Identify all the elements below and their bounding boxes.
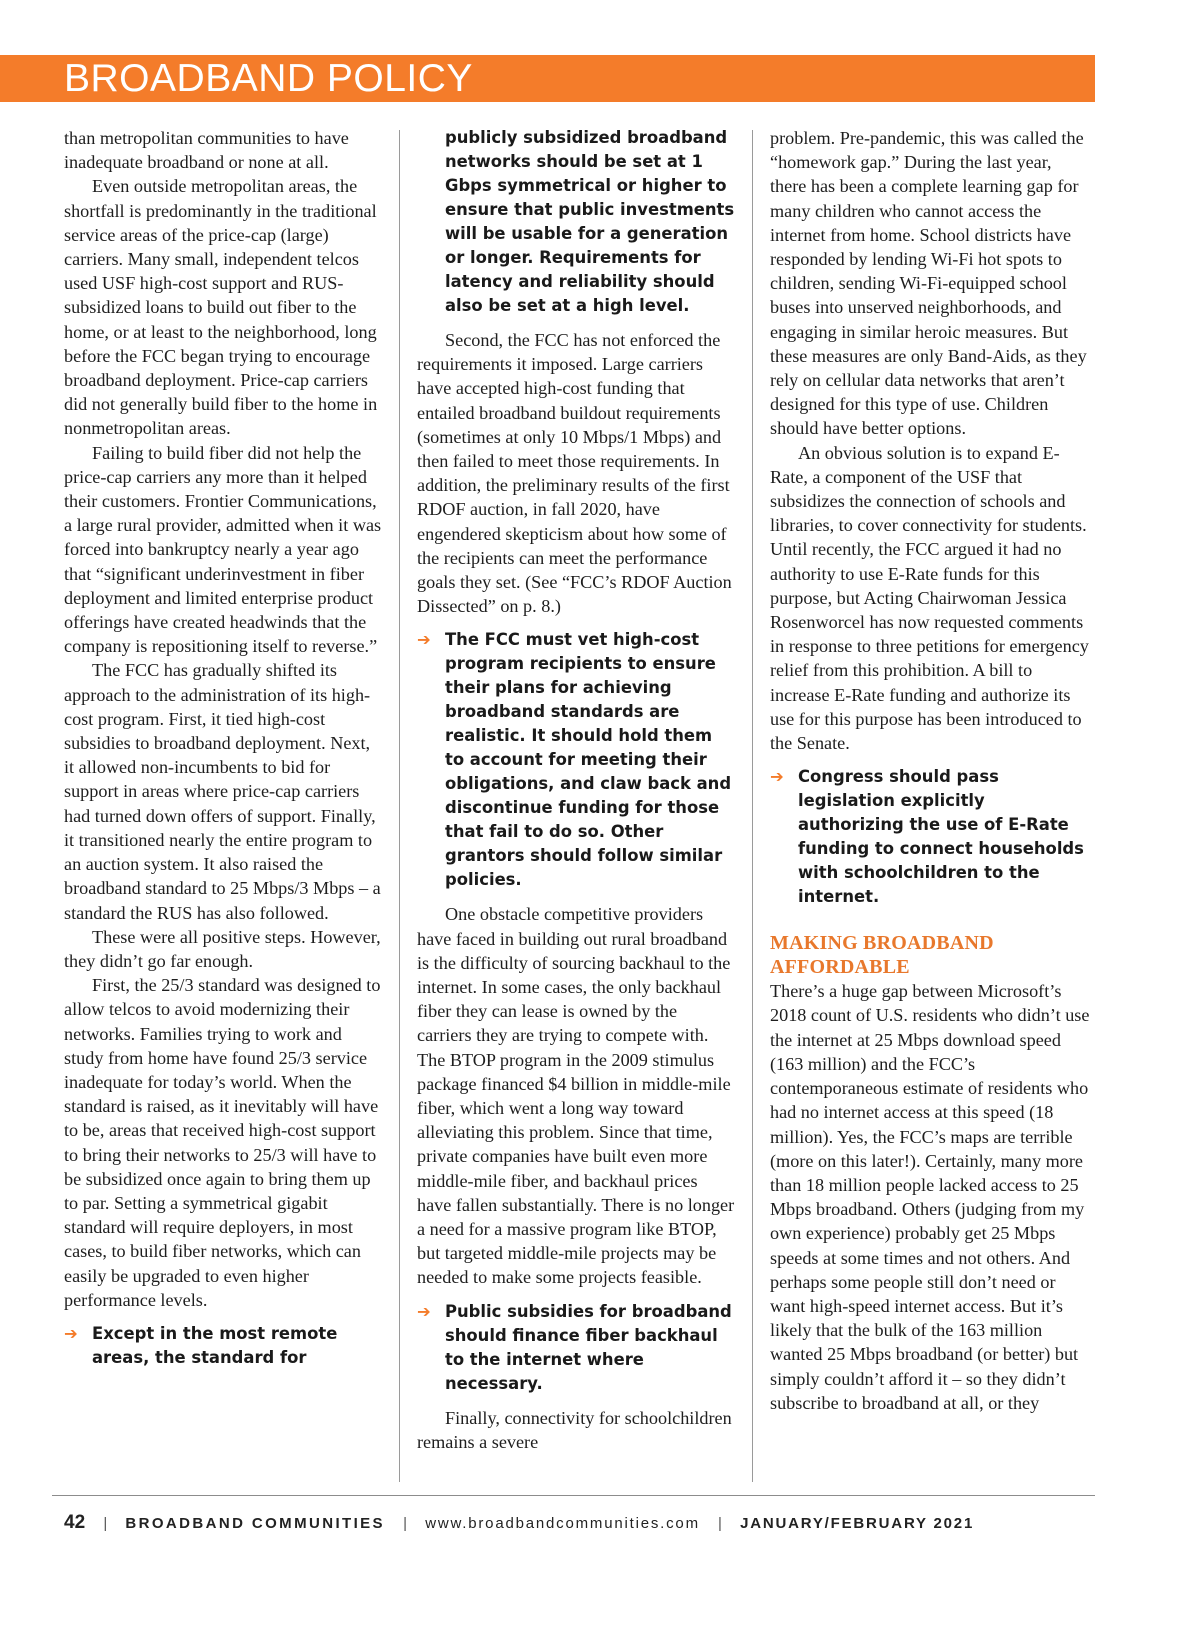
right-arrow-icon: ➔	[64, 1323, 78, 1343]
footer-separator: |	[103, 1515, 108, 1532]
recommendation	[770, 765, 1090, 909]
right-arrow-icon: ➔	[770, 767, 784, 787]
recommendation-continued	[417, 126, 735, 318]
paragraph: There’s a huge gap between Microsoft’s 2018 count of U.S. residents who didn’t use the internet at 25 Mbps download speed (163 million) and the FCC’s contemporaneous estimate of residents who had no internet access at this speed (18 million). Yes, the FCC’s maps are terrible (more on this later!). Certainly, many more than 18 million people lacked access to 25 Mbps broadband. Others (judging from my own experience) probably get 25 Mbps speeds at some times and not others. And perhaps some people still don’t need or want high-speed internet access. But it’s likely that the bulk of the 163 million wanted 25 Mbps broadband (or better) but simply couldn’t afford it – so they didn’t subscribe to broadband at all, or they	[770, 981, 1090, 1413]
paragraph: Second, the FCC has not enforced the requirements it imposed. Large carriers have accepted high-cost funding that entailed broadband buildout requirements (sometimes at only 10 Mbps/1 Mbps) and then failed to meet those requirements. In addition, the preliminary results of the first RDOF auction, in fall 2020, have engendered skepticism about how some of the recipients can meet the performance goals they set. (See “FCC’s RDOF Auction Dissected” on p. 8.)	[417, 330, 732, 617]
paragraph: An obvious solution is to expand E-Rate, a component of the USF that subsidizes the connection of schools and libraries, to cover connectivity for students. Until recently, the FCC argued it had no authority to use E-Rate funds for this purpose, but Acting Chairwoman Jessica Rosenworcel has now requested comments in response to three petitions for emergency relief from this prohibition. A bill to increase E-Rate funding and authorize its use for this purpose has been introduced to the Senate.	[770, 442, 1089, 754]
page-footer	[64, 1512, 974, 1534]
right-arrow-icon: ➔	[417, 630, 431, 650]
paragraph: Failing to build fiber did not help the price-cap carriers any more than it helped their customers. Frontier Communications, a large rural provider, admitted when it was forced into bankruptcy nearly a year ago that “significant underinvestment in fiber deployment and limited enterprise product offerings have created headwinds that the company is repositioning itself to reverse.”	[64, 442, 382, 657]
article-column-3	[770, 126, 1090, 1494]
paragraph: Even outside metropolitan areas, the shortfall is predominantly in the traditional service areas of the price-cap (large) carriers. Many small, independent telcos used USF high-cost support and RUS-subsidized loans to build out fiber to the home, or at least to the neighborhood, long before the FCC began trying to encourage broadband deployment. Price-cap carriers did not generally build fiber to the home in nonmetropolitan areas.	[64, 176, 378, 439]
article-column-1	[64, 126, 382, 1494]
paragraph: than metropolitan communities to have inadequate broadband or none at all.	[64, 128, 349, 173]
paragraph: problem. Pre-pandemic, this was called the “homework gap.” During the last year, there has been a complete learning gap for many children who cannot access the internet from home. School districts have responded by lending Wi-Fi hot spots to children, sending Wi-Fi-equipped school buses into unserved neighborhoods, and engaging in similar heroic measures. But these measures are only Band-Aids, as they rely on cellular data networks that aren’t designed for this type of use. Children should have better options.	[770, 128, 1087, 439]
magazine-url: www.broadbandcommunities.com	[425, 1515, 700, 1532]
recommendation-text: The FCC must vet high-cost program recipients to ensure their plans for achieving broadband standards are realistic. It should hold them to account for meeting their obligations, and claw back and discontinue funding for those that fail to do so. Other grantors should follow similar policies.	[445, 630, 732, 890]
footer-separator: |	[718, 1515, 722, 1532]
subheading: MAKING BROADBAND AFFORDABLE	[770, 932, 994, 979]
recommendation	[64, 1322, 382, 1370]
paragraph: The FCC has gradually shifted its approach to the administration of its high-cost program. First, it tied high-cost subsidies to broadband deployment. Next, it allowed non-incumbents to bid for support in areas where price-cap carriers had turned down offers of support. Finally, it transitioned nearly the entire program to an auction system. It also raised the broadband standard to 25 Mbps/3 Mbps – a standard the RUS has also followed.	[64, 660, 381, 923]
page-number: 42	[64, 1512, 86, 1533]
paragraph: These were all positive steps. However, they didn’t go far enough.	[64, 926, 381, 971]
footer-separator: |	[403, 1515, 408, 1532]
magazine-name: BROADBAND COMMUNITIES	[125, 1515, 385, 1532]
paragraph: Finally, connectivity for schoolchildren remains a severe	[417, 1407, 732, 1452]
section-title: BROADBAND POLICY	[64, 57, 473, 100]
recommendation-text: Public subsidies for broadband should finance fiber backhaul to the internet where necessary.	[445, 1301, 732, 1393]
footer-rule	[52, 1495, 1095, 1496]
recommendation-text: publicly subsidized broadband networks should be set at 1 Gbps symmetrical or higher to ensure that public investments will be usable for a generation or longer. Requirements for latency and reliability should also be set at a high level.	[445, 128, 735, 315]
recommendation	[417, 628, 735, 892]
column-divider-2	[752, 130, 753, 1482]
right-arrow-icon: ➔	[417, 1301, 431, 1321]
paragraph: First, the 25/3 standard was designed to allow telcos to avoid modernizing their networks. Families trying to work and study from home have found 25/3 service inadequate for today’s world. When the standard is raised, as it inevitably will have to be, areas that received high-cost support to bring their networks to 25/3 will have to be subsidized once again to bring them up to par. Setting a symmetrical gigabit standard will require deployers, in most cases, to build fiber networks, which can easily be upgraded to even higher performance levels.	[64, 975, 381, 1310]
recommendation-text: Except in the most remote areas, the standard for	[92, 1323, 338, 1367]
article-column-2	[417, 126, 735, 1494]
issue-date: JANUARY/FEBRUARY 2021	[740, 1515, 975, 1532]
column-divider-1	[399, 130, 400, 1482]
section-banner	[0, 55, 1095, 102]
paragraph: One obstacle competitive providers have faced in building out rural broadband is the difficulty of sourcing backhaul to the internet. In some cases, the only backhaul fiber they can lease is owned by the carriers they are trying to compete with. The BTOP program in the 2009 stimulus package financed $4 billion in middle-mile fiber, which went a long way toward alleviating this problem. Since that time, private companies have built even more middle-mile fiber, and backhaul prices have fallen substantially. There is no longer a need for a massive program like BTOP, but targeted middle-mile projects may be needed to make some projects feasible.	[417, 904, 735, 1288]
recommendation-text: Congress should pass legislation explicitly authorizing the use of E-Rate funding to connect households with schoolchildren to the internet.	[798, 767, 1084, 907]
recommendation	[417, 1300, 735, 1396]
